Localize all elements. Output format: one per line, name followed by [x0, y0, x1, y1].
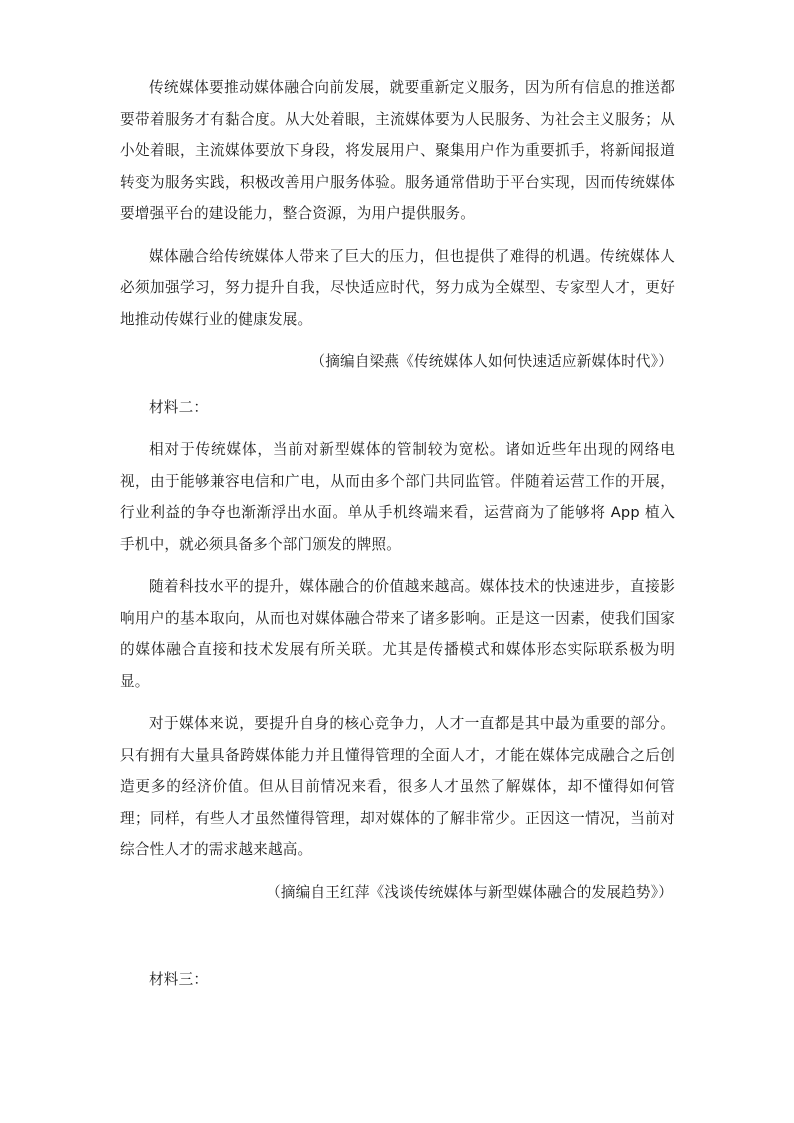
paragraph-service: 传统媒体要推动媒体融合向前发展，就要重新定义服务，因为所有信息的推送都要带着服务才有黏合度。从大处着眼，主流媒体要为人民服务、为社会主义服务；从小处着眼，主流媒体要放下身段，将发展用户、聚集用户作为重要抓手，将新闻报道转变为服务实践，积极改善用户服务体验。服务通常借助于平台实现，因而传统媒体要增强平台的建设能力，整合资源，为用户提供服务。: [120, 79, 675, 222]
paragraph-talent: 对于媒体来说，要提升自身的核心竞争力，人才一直都是其中最为重要的部分。只有拥有大量具备跨媒体能力并且懂得管理的全面人才，才能在媒体完成融合之后创造更多的经济价值。但从目前情况来看，很多人才虽然了解媒体，却不懂得如何管理；同样，有些人才虽然懂得管理，却对媒体的了解非常少。正因这一情况，当前对综合性人才的需求越来越高。: [120, 715, 675, 858]
section-heading-material-2: 材料二：: [149, 398, 209, 416]
source-citation-1: （摘编自梁燕《传统媒体人如何快速适应新媒体时代》）: [310, 353, 673, 370]
source-citation-2: （摘编自王红萍《浅谈传统媒体与新型媒体融合的发展趋势》）: [266, 883, 673, 901]
section-heading-material-3: 材料三：: [149, 971, 209, 988]
document-body: [120, 72, 675, 996]
paragraph-regulation: 相对于传统媒体，当前对新型媒体的管制较为宽松。诸如近些年出现的网络电视，由于能够兼容电信和广电，从而由多个部门共同监管。伴随着运营工作的开展，行业利益的争夺也渐渐浮出水面。单从手机终端来看，运营商为了能够将 App 植入手机中，就必须具备多个部门颁发的牌照。: [120, 441, 675, 553]
paragraph-technology: 随着科技水平的提升，媒体融合的价值越来越高。媒体技术的快速进步，直接影响用户的基本取向，从而也对媒体融合带来了诸多影响。正是这一因素，使我们国家的媒体融合直接和技术发展有所关联。尤其是传播模式和媒体形态实际联系极为明显。: [120, 578, 675, 690]
paragraph-opportunity: 媒体融合给传统媒体人带来了巨大的压力，但也提供了难得的机遇。传统媒体人必须加强学习，努力提升自我，尽快适应时代，努力成为全媒型、专家型人才，更好地推动传媒行业的健康发展。: [120, 247, 675, 328]
